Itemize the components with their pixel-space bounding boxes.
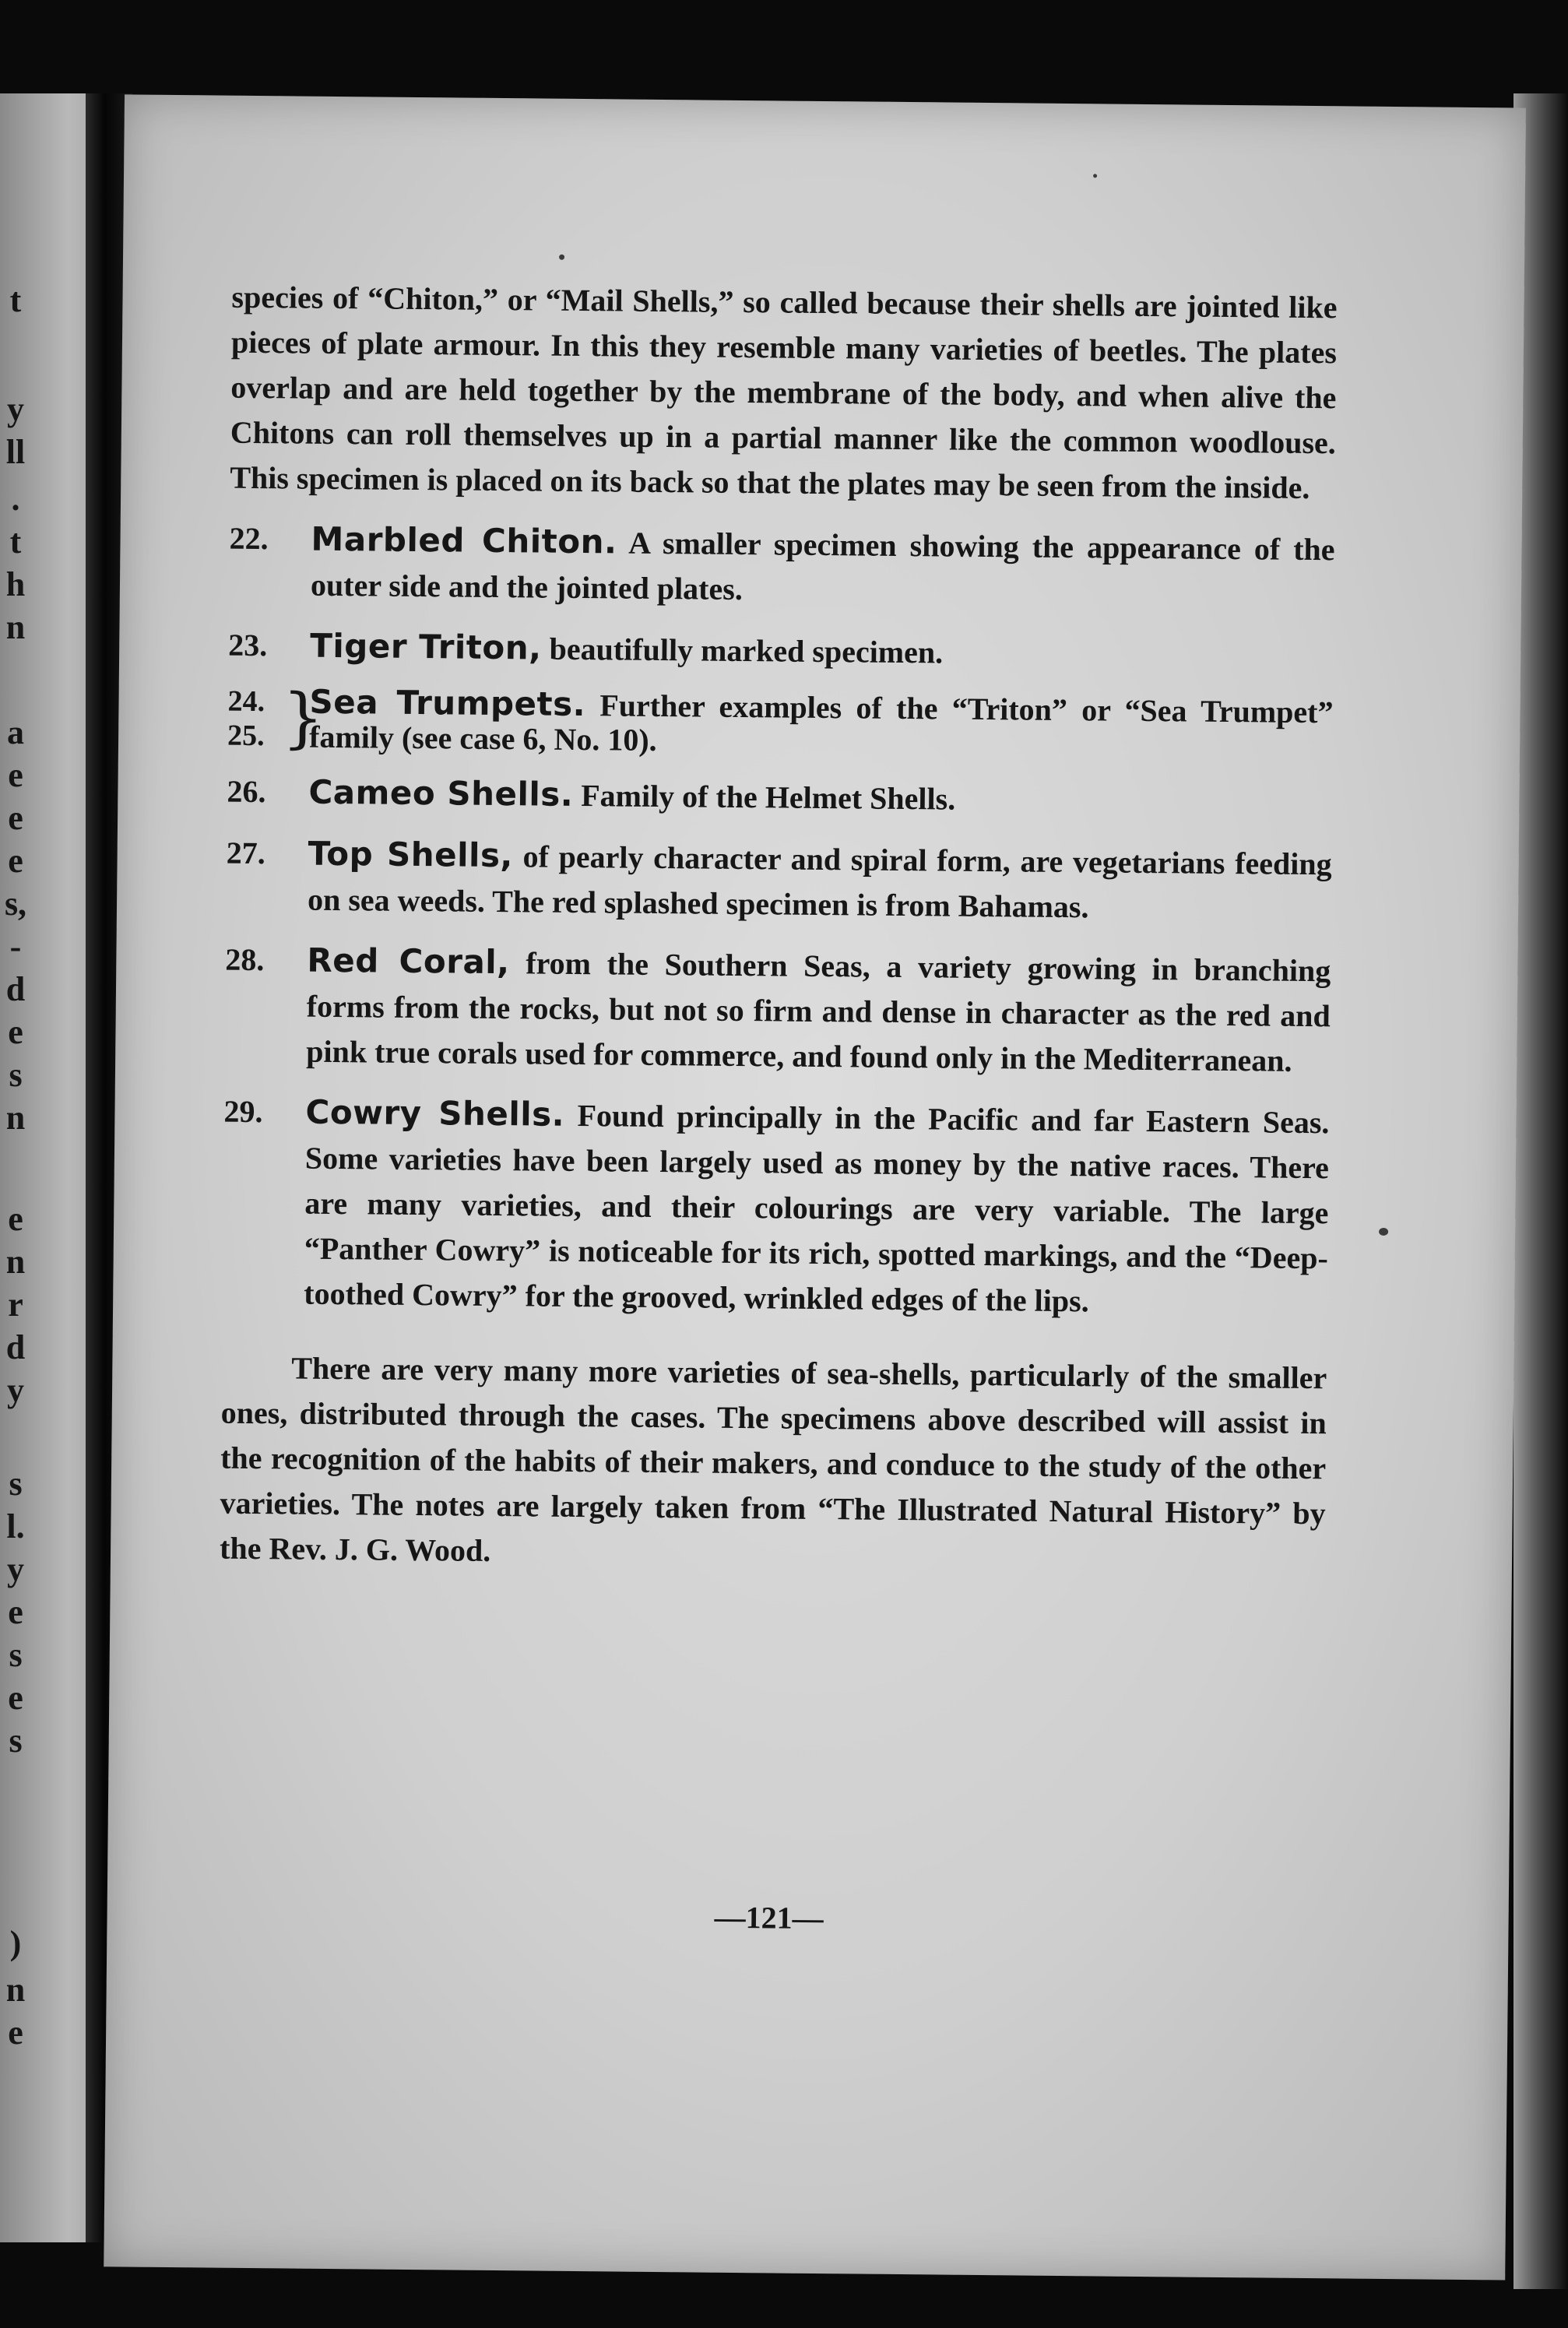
page-number: —121— bbox=[714, 1899, 824, 1936]
left-edge-char: e bbox=[8, 1593, 23, 1631]
entry-29 bbox=[222, 1089, 1330, 1327]
left-edge-char: h bbox=[5, 565, 26, 603]
left-edge-char: y bbox=[7, 390, 24, 428]
left-edge-char: t bbox=[9, 522, 22, 561]
left-edge-char: a bbox=[7, 713, 24, 751]
left-edge-char: d bbox=[5, 1328, 26, 1366]
left-edge-char: y bbox=[7, 1550, 24, 1588]
entry-text: from the Southern Seas, a variety growing in branching forms from the rocks, but not so firm and dense in character as the red and pink true corals used for commerce, and found only in the Mediterranean. bbox=[306, 945, 1331, 1078]
left-edge-char: n bbox=[5, 1243, 26, 1281]
entry-number: 26. bbox=[227, 773, 266, 810]
left-edge-char: s bbox=[9, 1721, 23, 1760]
entry-title: Cameo Shells. bbox=[308, 772, 574, 814]
scan-speck bbox=[1379, 1228, 1388, 1236]
intro-paragraph: species of “Chiton,” or “Mail Shells,” so called because their shells are jointed like pieces of plate armour. In this they resemble many varieties of beetles. The plates overlap and are held together by the membrane of the body, and when alive the Chitons can roll themselves up in a partial manner like the common woodlouse. This specimen is placed on its back so that the plates may be seen from the inside. bbox=[230, 279, 1338, 505]
left-edge-char: s bbox=[9, 1465, 23, 1503]
left-edge-char: n bbox=[5, 1971, 26, 2009]
left-edge-char: d bbox=[5, 970, 26, 1008]
left-edge-char: s bbox=[9, 1056, 23, 1094]
entry-number: 28. bbox=[225, 941, 265, 978]
entry-title: Marbled Chiton. bbox=[311, 519, 617, 561]
entry-22 bbox=[229, 516, 1335, 618]
entry-28 bbox=[224, 937, 1331, 1085]
entry-text: of pearly character and spiral form, are vegetarians feeding on sea weeds. The red splashed specimen is from Bahamas. bbox=[307, 839, 1332, 925]
left-edge-char: e bbox=[8, 799, 23, 837]
left-edge-char: e bbox=[8, 1200, 23, 1238]
left-edge-char: e bbox=[8, 2013, 23, 2052]
entry-title: Sea Trumpets. bbox=[309, 682, 586, 724]
left-edge-char: n bbox=[5, 1099, 26, 1137]
page-text bbox=[220, 275, 1338, 1595]
left-edge-char: y bbox=[7, 1371, 24, 1409]
left-edge-char: n bbox=[5, 608, 26, 646]
entry-title: Red Coral, bbox=[307, 941, 510, 982]
left-edge-char: ) bbox=[9, 1924, 22, 1962]
entry-number: 24. bbox=[227, 684, 265, 719]
entry-number: 29. bbox=[223, 1093, 263, 1130]
entry-number: 25. bbox=[227, 719, 265, 753]
brace-glyph: } bbox=[281, 679, 325, 756]
left-edge-char: . bbox=[11, 480, 20, 518]
scan-speck bbox=[559, 255, 564, 260]
left-edge-char: s, bbox=[4, 884, 27, 923]
left-edge-char: t bbox=[9, 281, 22, 319]
entry-text: beautifully marked specimen. bbox=[549, 631, 944, 670]
entry-text: Family of the Helmet Shells. bbox=[580, 778, 956, 817]
entry-text: Further examples of the “Triton” or “Sea Trumpet” family (see case 6, No. 10). bbox=[308, 687, 1334, 758]
left-edge-char: l. bbox=[6, 1507, 25, 1546]
entry-24-25 bbox=[227, 679, 1334, 765]
entry-23 bbox=[228, 623, 1334, 680]
left-edge-char: ll bbox=[5, 433, 26, 471]
entry-title: Cowry Shells. bbox=[305, 1092, 565, 1134]
left-edge-char: e bbox=[8, 756, 23, 794]
entry-text: Found principally in the Pacific and far Eastern Seas. Some varieties have been largely used as money by the native races. There are many varieties, and their colourings are very variable. The large “Panther Cowry” is noticeable for its rich, spotted markings, and the “Deep-toothed Cowry” for the grooved, wrinkled edges of the lips. bbox=[304, 1098, 1330, 1319]
closing-paragraph: There are very many more varieties of sea-shells, particularly of the smaller ones, distributed through the cases. The specimens above described will assist in the recognition of the habits of their makers, and conduce to the study of the other varieties. The notes are largely taken from “The Illustrated Natural History” by the Rev. J. G. Wood. bbox=[219, 1350, 1327, 1568]
left-edge-char: e bbox=[8, 1679, 23, 1717]
entry-number: 27. bbox=[226, 835, 265, 871]
entry-title: Top Shells, bbox=[308, 834, 514, 875]
entry-27 bbox=[226, 831, 1332, 933]
book-page bbox=[104, 94, 1526, 2280]
left-edge-char: e bbox=[8, 842, 23, 880]
scan-speck bbox=[1093, 174, 1097, 178]
left-edge-char: e bbox=[8, 1013, 23, 1051]
entry-number-pair bbox=[227, 684, 290, 754]
entry-26 bbox=[227, 769, 1333, 826]
left-edge-char: r bbox=[8, 1285, 23, 1324]
entry-number: 23. bbox=[228, 627, 268, 663]
entry-number: 22. bbox=[229, 520, 269, 557]
entry-text: A smaller specimen showing the appearance of the outer side and the jointed plates. bbox=[310, 525, 1335, 607]
left-edge-char: s bbox=[9, 1636, 23, 1674]
entry-title: Tiger Triton, bbox=[310, 626, 542, 667]
left-edge-char: - bbox=[9, 927, 22, 965]
